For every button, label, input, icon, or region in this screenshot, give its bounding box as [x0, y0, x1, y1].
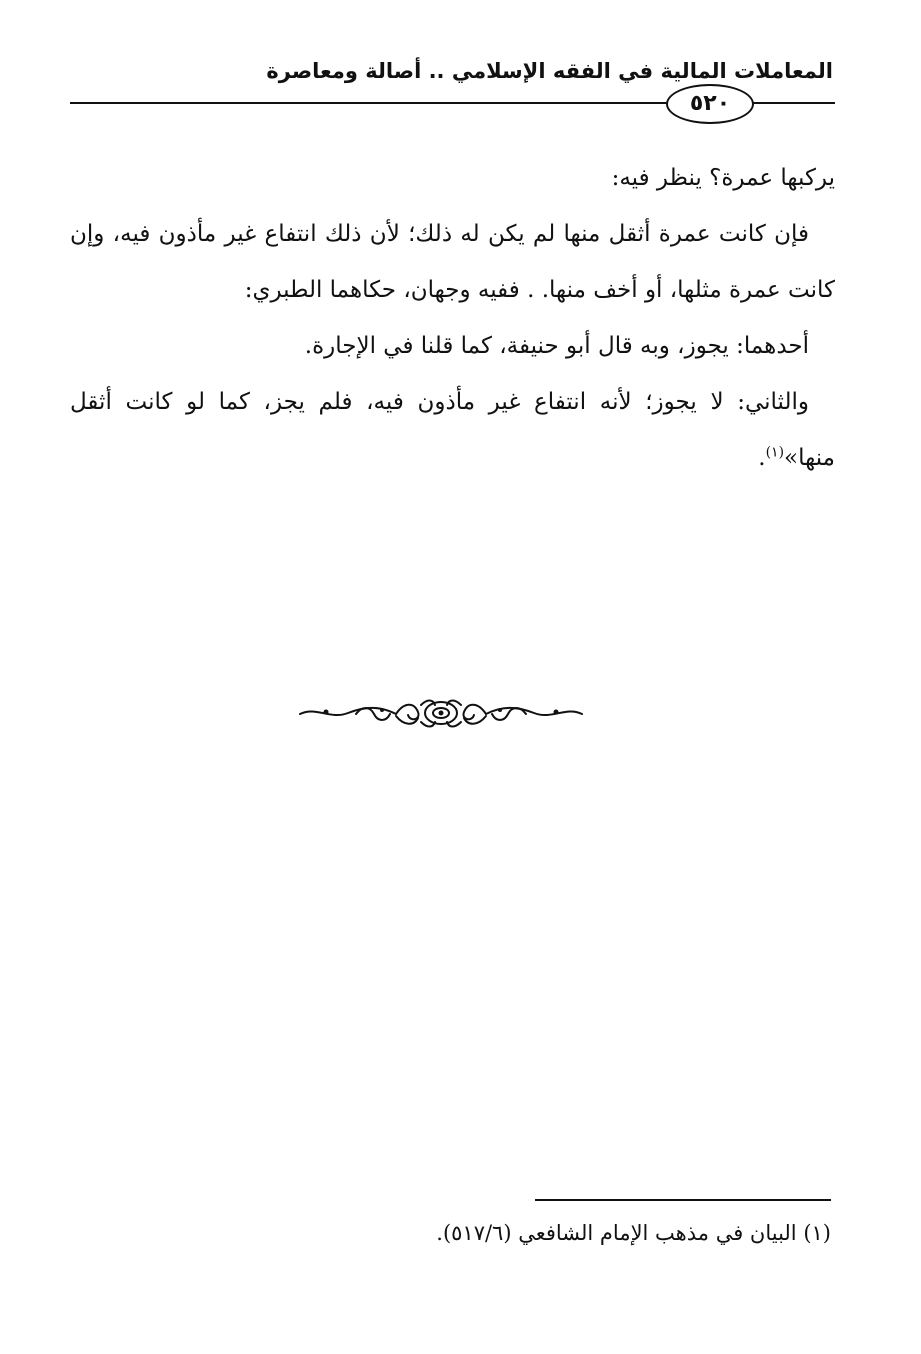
page-number: ٥٢٠ — [666, 84, 754, 124]
paragraph-4-text: والثاني: لا يجوز؛ لأنه انتفاع غير مأذون فيه، فلم يجز، كما لو كانت أثقل منها» — [70, 389, 835, 471]
running-title: المعاملات المالية في الفقه الإسلامي .. أصالة ومعاصرة — [266, 59, 833, 83]
paragraph-3: أحدهما: يجوز، وبه قال أبو حنيفة، كما قلنا في الإجارة. — [304, 333, 809, 359]
footnote-1: (١) البيان في مذهب الإمام الشافعي (٥١٧/٦). — [436, 1221, 831, 1245]
footnote-reference: (١) — [765, 444, 785, 461]
paragraph-4-end: . — [758, 445, 766, 471]
paragraph-2: فإن كانت عمرة أثقل منها لم يكن له ذلك؛ لأن ذلك انتفاع غير مأذون فيه، وإن كانت عمرة مثلها، أو أخف منها. . ففيه وجهان، حكاهما الطبري: — [70, 221, 835, 303]
body-text — [70, 150, 835, 486]
footnote-rule — [535, 1199, 831, 1201]
paragraph-1: يركبها عمرة؟ ينظر فيه: — [611, 165, 835, 191]
paragraph-4 — [70, 374, 835, 486]
ornament-divider — [296, 696, 586, 730]
